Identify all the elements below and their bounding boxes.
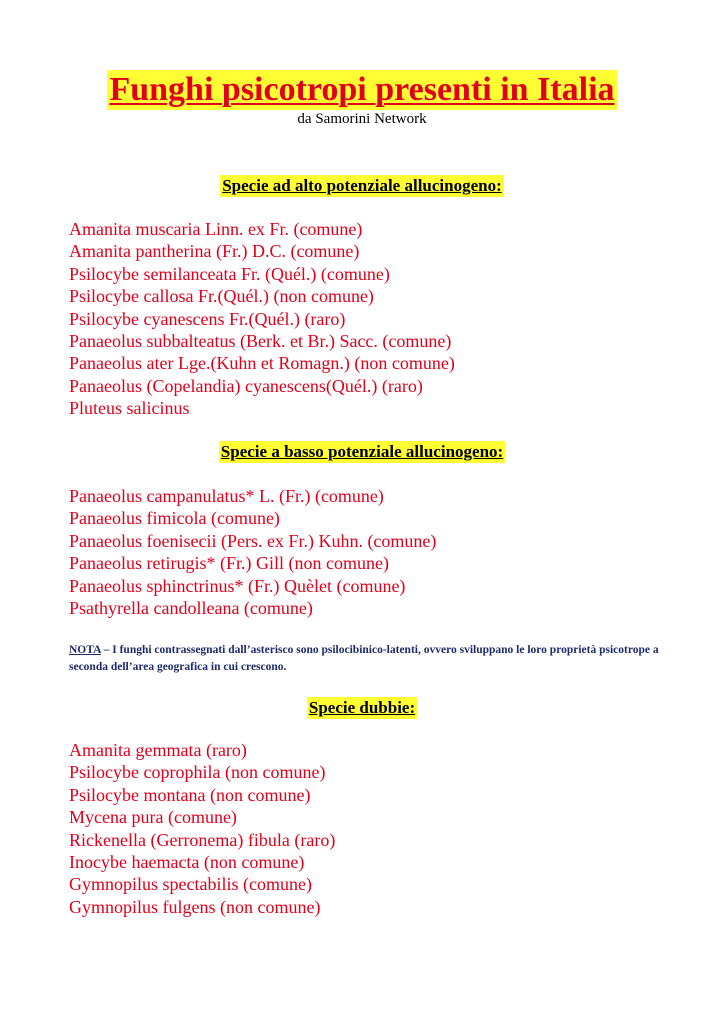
- section-heading-dubious-label: Specie dubbie:: [308, 698, 416, 717]
- section-heading-high-label: Specie ad alto potenziale allucinogeno:: [222, 176, 502, 195]
- list-item: Pluteus salicinus: [69, 398, 190, 419]
- species-list-high: [69, 218, 455, 420]
- list-item: Amanita muscaria Linn. ex Fr. (comune): [69, 219, 363, 239]
- list-item: Panaeolus fimicola (comune): [69, 508, 280, 529]
- list-item: Psilocybe coprophila (non comune): [69, 762, 326, 783]
- title-block: [0, 70, 724, 110]
- list-item: Panaeolus subbalteatus (Berk. et Br.) Sacc. (comune): [69, 331, 452, 352]
- list-item: Panaeolus (Copelandia) cyanescens(Quél.) (raro): [69, 375, 423, 396]
- list-item: Panaeolus foenisecii (Pers. ex Fr.) Kuhn. (comune): [69, 530, 437, 551]
- note-label: NOTA: [69, 644, 101, 656]
- section-heading-high: [0, 175, 724, 197]
- list-item: Gymnopilus fulgens (non comune): [69, 896, 321, 917]
- list-item: Amanita pantherina (Fr.) D.C. (comune): [69, 241, 360, 262]
- list-item: Inocybe haemacta (non comune): [69, 852, 305, 873]
- note-text: – I funghi contrassegnati dall’asterisco sono psilocibinico-latenti, ovvero sviluppano le loro proprietà psicotrope a seconda dell’area geografica in cui crescono.: [69, 644, 659, 673]
- section-heading-low-label: Specie a basso potenziale allucinogeno:: [220, 442, 504, 461]
- section-heading-low: [0, 441, 724, 463]
- list-item: Panaeolus retirugis* (Fr.) Gill (non comune): [69, 553, 389, 574]
- list-item: Rickenella (Gerronema) fibula (raro): [69, 829, 336, 850]
- list-item: Panaeolus campanulatus* L. (Fr.) (comune): [69, 486, 384, 506]
- list-item: Psilocybe callosa Fr.(Quél.) (non comune): [69, 286, 374, 307]
- list-item: Panaeolus sphinctrinus* (Fr.) Quèlet (comune): [69, 575, 406, 596]
- list-item: Gymnopilus spectabilis (comune): [69, 874, 312, 895]
- list-item: Panaeolus ater Lge.(Kuhn et Romagn.) (non comune): [69, 353, 455, 374]
- note-paragraph: [69, 642, 659, 676]
- page-subtitle: da Samorini Network: [297, 111, 427, 127]
- species-list-dubious: [69, 739, 335, 918]
- list-item: Psilocybe montana (non comune): [69, 784, 311, 805]
- list-item: Amanita gemmata (raro): [69, 740, 247, 760]
- section-heading-dubious: [0, 697, 724, 719]
- page-title: Funghi psicotropi presenti in Italia: [109, 71, 615, 108]
- species-list-low: [69, 485, 436, 619]
- list-item: Psilocybe semilanceata Fr. (Quél.) (comune): [69, 263, 390, 284]
- list-item: Mycena pura (comune): [69, 807, 237, 828]
- list-item: Psilocybe cyanescens Fr.(Quél.) (raro): [69, 308, 346, 329]
- list-item: Psathyrella candolleana (comune): [69, 598, 313, 619]
